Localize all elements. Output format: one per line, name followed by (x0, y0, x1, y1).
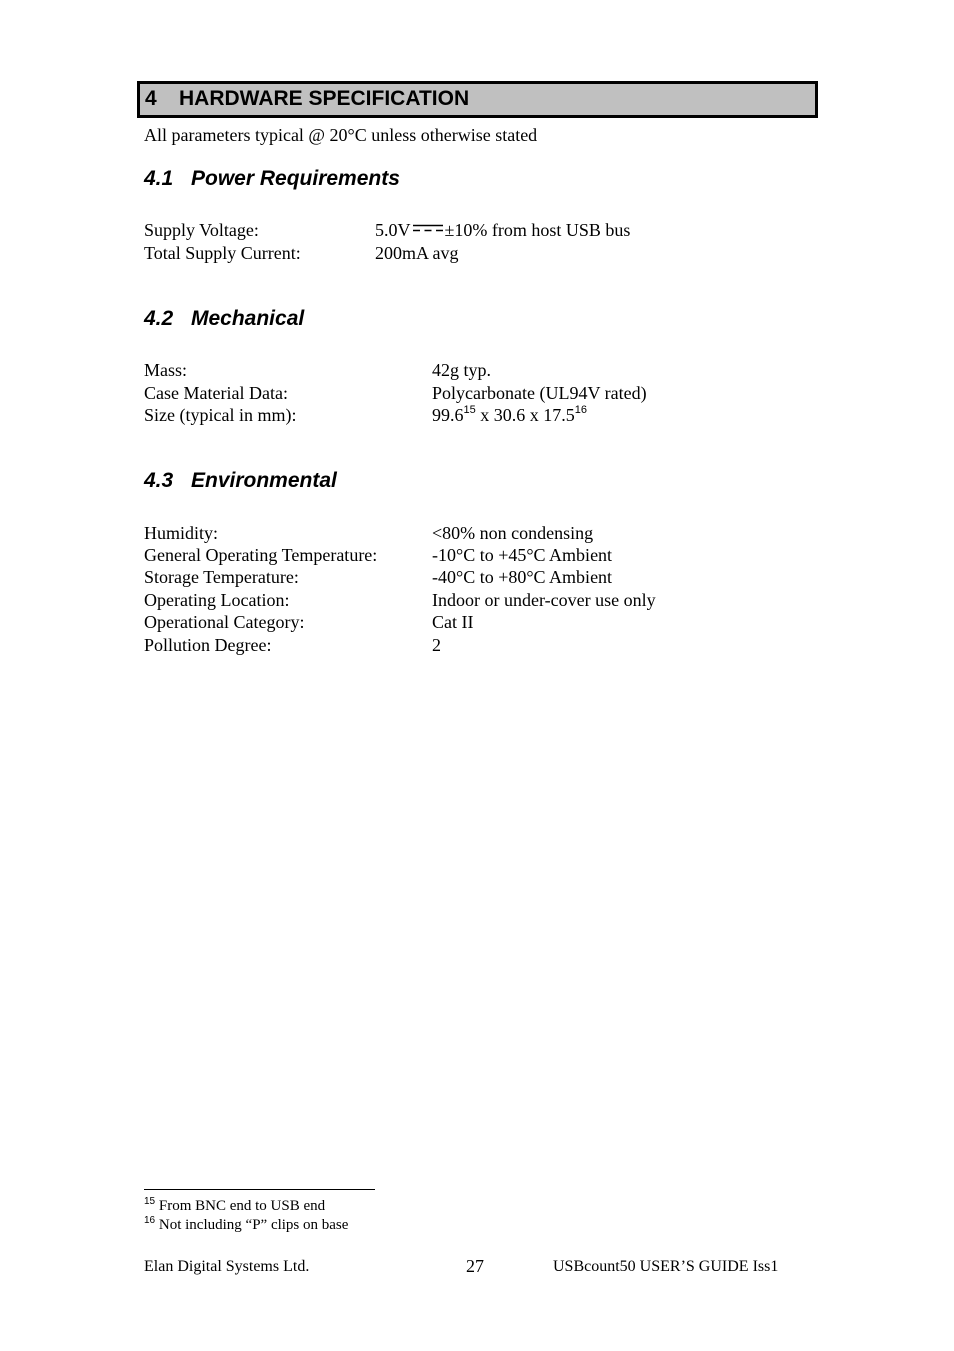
spec-row-operating-temp (144, 544, 613, 566)
spec-row-operating-location (144, 589, 656, 611)
spec-value: Cat II (432, 612, 474, 632)
section-title: Environmental (191, 469, 337, 492)
footer-doc-title: USBcount50 USER’S GUIDE Iss1 (553, 1258, 779, 1275)
section-number: 4.3 (144, 469, 174, 492)
footnote-number: 15 (144, 1196, 156, 1207)
spec-value: -10°C to +45°C Ambient (432, 545, 613, 565)
spec-row-case-material (144, 382, 647, 404)
spec-row-mass (144, 359, 492, 381)
spec-label: Total Supply Current: (144, 243, 301, 263)
footer-company: Elan Digital Systems Ltd. (144, 1258, 310, 1275)
footnote-separator (144, 1189, 375, 1190)
spec-label: Storage Temperature: (144, 567, 299, 587)
spec-label: Size (typical in mm): (144, 405, 297, 425)
spec-value (375, 219, 630, 241)
dc-voltage-icon (413, 224, 443, 232)
spec-value: Indoor or under-cover use only (432, 590, 656, 610)
section-title: Mechanical (191, 307, 305, 330)
spec-label: Operational Category: (144, 612, 305, 632)
spec-value (432, 404, 587, 429)
section-number: 4.1 (144, 167, 174, 190)
spec-value: Polycarbonate (UL94V rated) (432, 383, 647, 403)
spec-label: General Operating Temperature: (144, 545, 378, 565)
footnote-16 (144, 1216, 348, 1236)
size-length: 99.6 (432, 405, 464, 425)
section-power-title (144, 167, 400, 191)
footnote-ref[interactable]: 16 (574, 404, 587, 416)
footer-page-number: 27 (466, 1256, 484, 1276)
spec-value: -40°C to +80°C Ambient (432, 567, 613, 587)
heading-title: HARDWARE SPECIFICATION (179, 87, 470, 110)
section-mechanical-title (144, 307, 304, 331)
spec-value: <80% non condensing (432, 523, 594, 543)
intro-text: All parameters typical @ 20°C unless otherwise stated (144, 125, 538, 145)
spec-label: Case Material Data: (144, 383, 288, 403)
spec-row-pollution-degree (144, 634, 441, 656)
footnote-ref[interactable]: 15 (463, 404, 476, 416)
spec-label: Operating Location: (144, 590, 290, 610)
size-width-height: x 30.6 x 17.5 (475, 405, 575, 425)
spec-row-storage-temp (144, 566, 613, 588)
spec-value-tolerance: ±10% from host USB bus (444, 220, 631, 240)
spec-row-supply-voltage (144, 219, 631, 241)
spec-value: 200mA avg (375, 243, 459, 263)
spec-value-voltage: 5.0V (375, 220, 411, 240)
spec-row-humidity (144, 522, 594, 544)
section-number: 4.2 (144, 307, 174, 330)
spec-row-operational-category (144, 611, 474, 633)
footnote-text: From BNC end to USB end (158, 1198, 326, 1214)
footnote-number: 16 (144, 1215, 156, 1226)
section-heading (137, 81, 818, 118)
heading-number: 4 (145, 87, 157, 110)
spec-row-size (144, 404, 587, 426)
footnote-text: Not including “P” clips on base (158, 1217, 349, 1233)
spec-label: Humidity: (144, 523, 219, 543)
footnote-15 (144, 1197, 325, 1217)
spec-label: Pollution Degree: (144, 635, 272, 655)
spec-value: 42g typ. (432, 360, 492, 380)
section-title: Power Requirements (191, 167, 400, 190)
spec-label: Supply Voltage: (144, 220, 259, 240)
section-environmental-title (144, 469, 337, 493)
spec-row-supply-current (144, 242, 459, 264)
spec-value: 2 (432, 635, 441, 655)
spec-label: Mass: (144, 360, 188, 380)
